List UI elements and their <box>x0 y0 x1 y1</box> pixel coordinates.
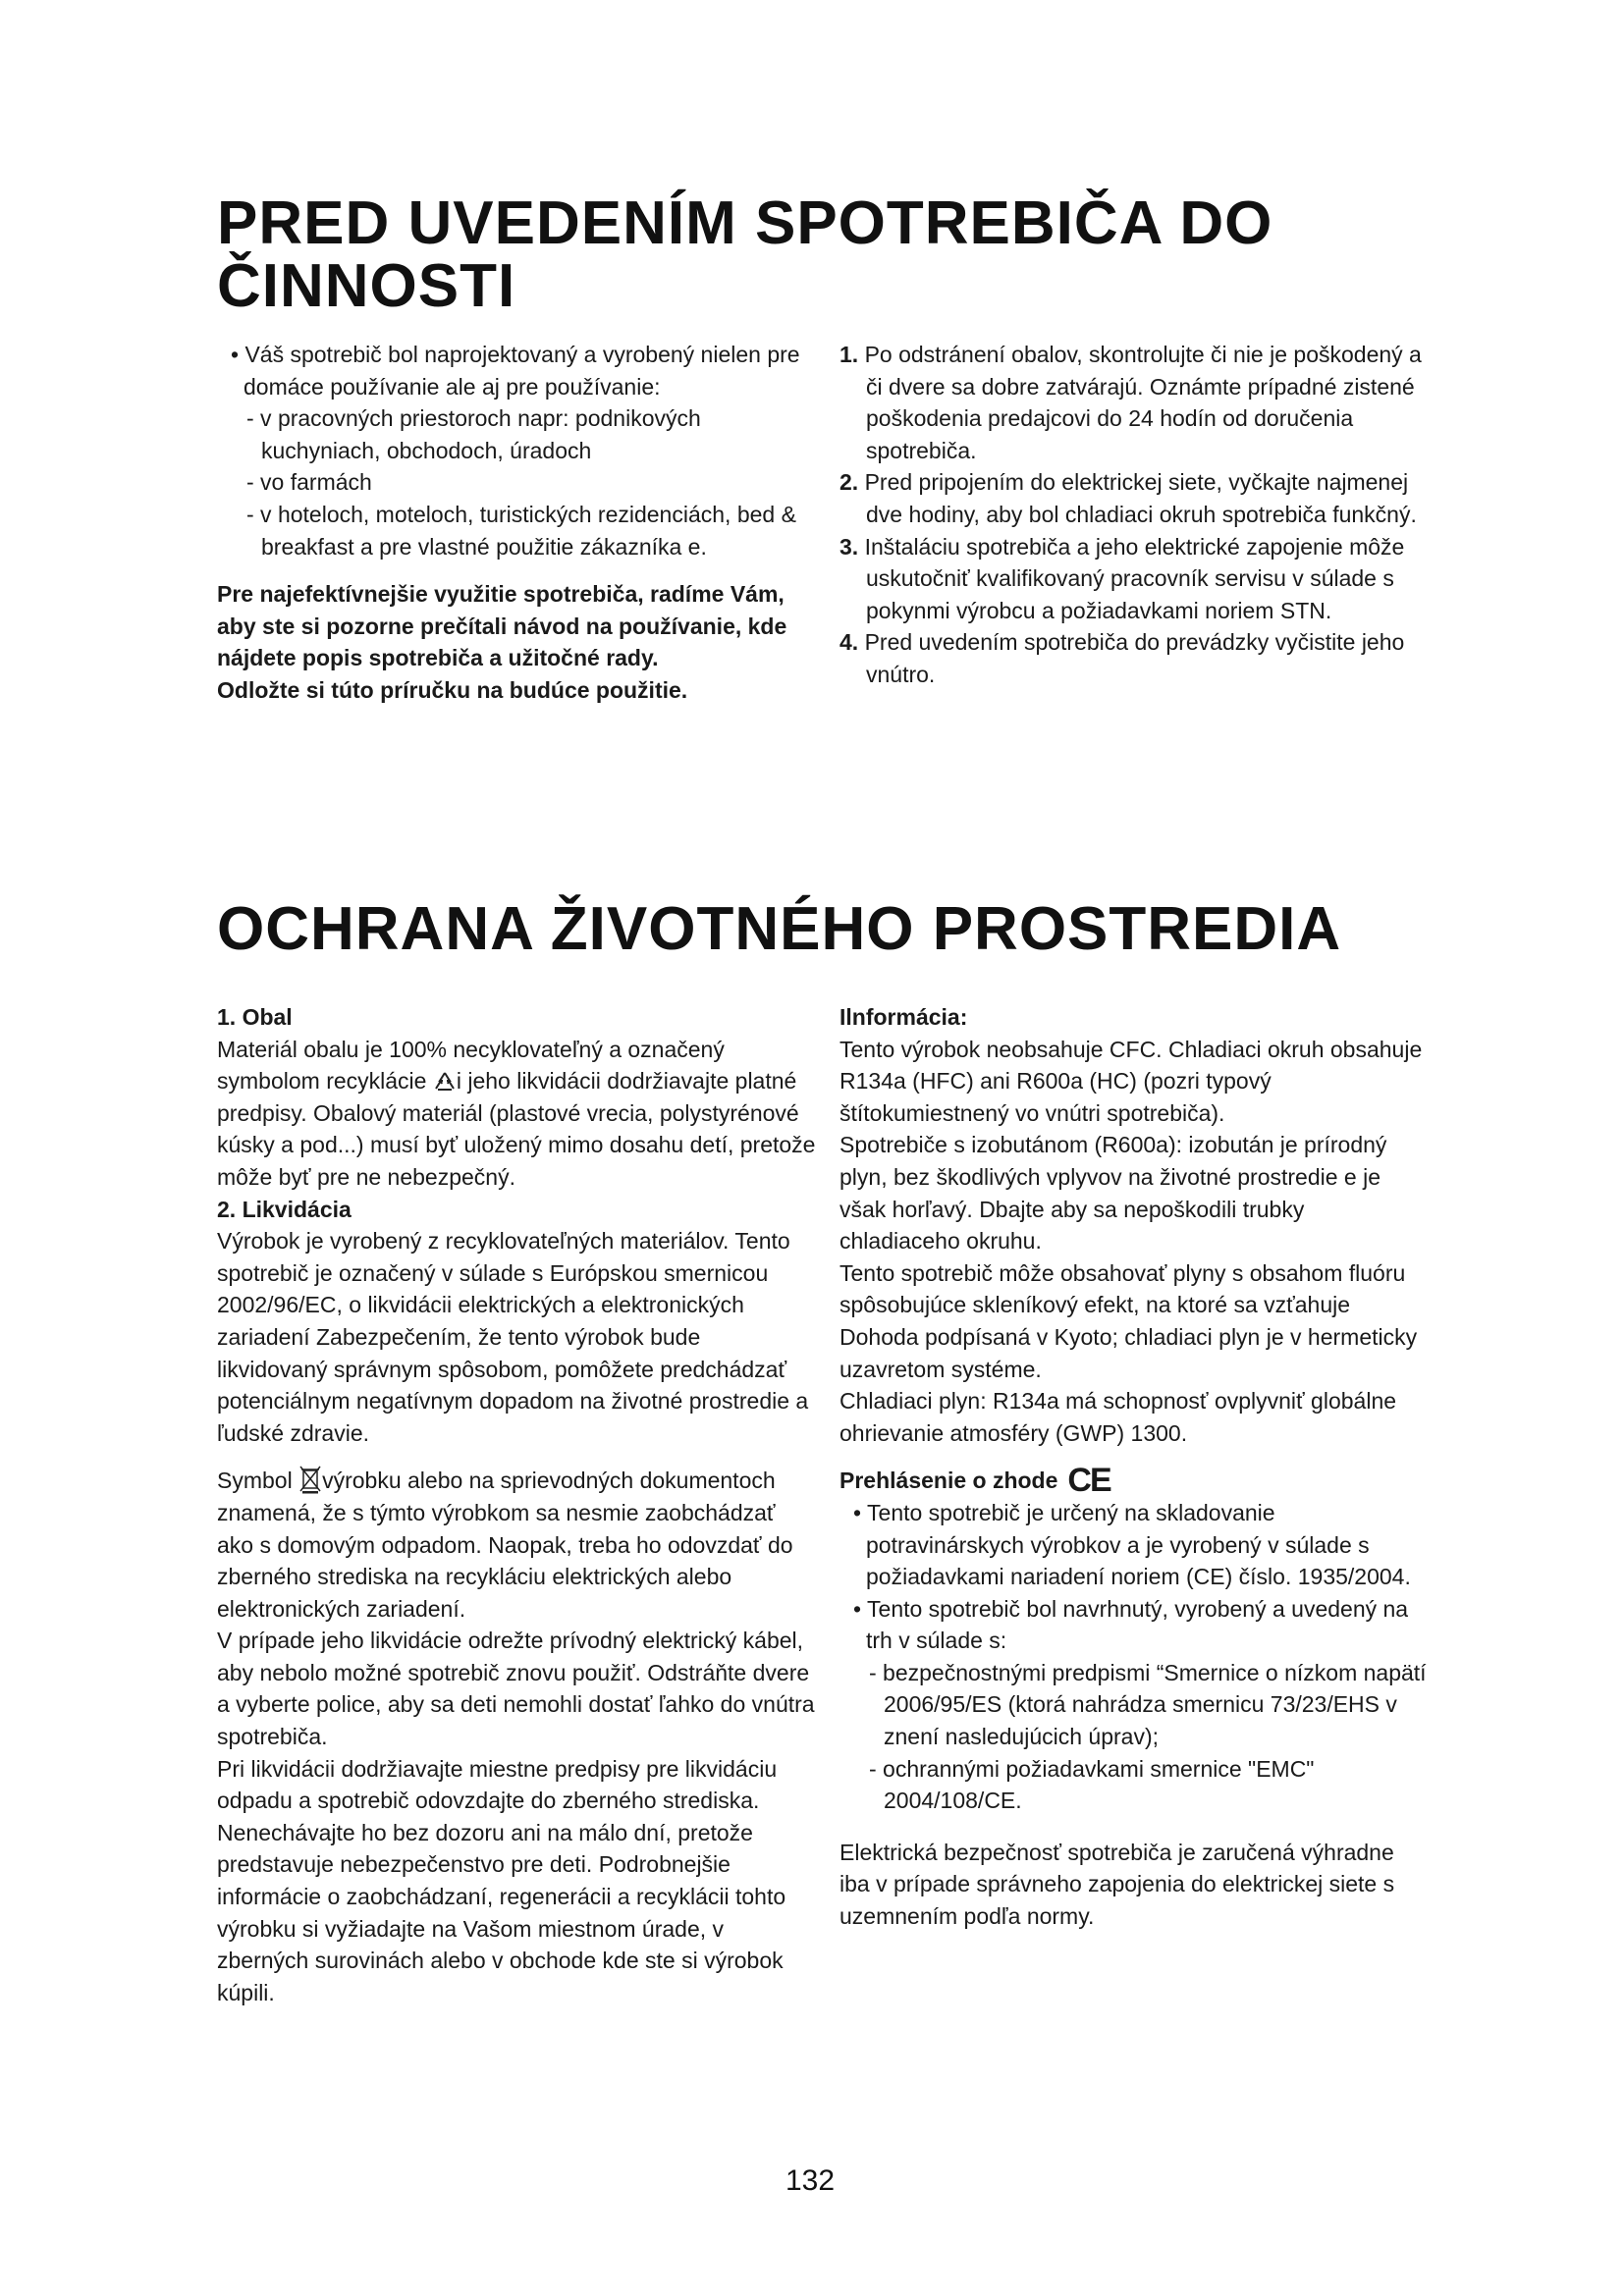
info-heading: Ilnformácia: <box>839 1004 968 1030</box>
section1-title-line1: PRED UVEDENÍM SPOTREBIČA DO <box>217 189 1273 257</box>
recycle-icon <box>433 1069 457 1091</box>
section2-title: OCHRANA ŽIVOTNÉHO PROSTREDIA <box>217 895 1342 963</box>
packaging-heading: 1. Obal <box>217 1004 293 1030</box>
declaration-heading: Prehlásenie o zhode CE <box>839 1462 1110 1500</box>
section1-title-line2: ČINNOSTI <box>217 252 516 320</box>
info-text: Spotrebiče s izobutánom (R600a): izobután je prírodný plyn, bez škodlivých vplyvov na životné prostredie e je však horľavý. Dbajte aby sa nepoškodili trubky chladiaceho okruhu. <box>839 1132 1387 1255</box>
section2-left-column <box>217 1001 816 2008</box>
section1-title <box>217 189 1493 320</box>
usage-item: - v pracovných priestoroch napr: podnikových kuchyniach, obchodoch, úradoch <box>246 405 701 463</box>
local-rules-text: Pri likvidácii dodržiavajte miestne predpisy pre likvidáciu odpadu a spotrebič odovzdajte do zberného strediska. Nenechávajte ho bez dozoru ani na málo dní, pretože predstavuje nebezpečenstvo pre deti. Podrobnejšie informácie o zaobchádzaní, regenerácii a recyklácii tohto výrobku si vyžiadajte na Vašom miestnom úrade, v zberných surovinách alebo v obchode kde ste si výrobok kúpili. <box>217 1755 786 2005</box>
step-item: 3. Inštaláciu spotrebiča a jeho elektrické zapojenie môže uskutočniť kvalifikovaný pracovník servisu v súlade s pokynmi výrobcu a požiadavkami noriem STN. <box>839 533 1405 623</box>
section2-right-column <box>839 1001 1429 1933</box>
info-text: Tento výrobok neobsahuje CFC. Chladiaci okruh obsahuje R134a (HFC) ani R600a (HC) (pozri typový štítokumiestnený vo vnútri spotrebiča). <box>839 1036 1423 1126</box>
keep-manual-text: Odložte si túto príručku na budúce použitie. <box>217 676 688 703</box>
declaration-item: • Tento spotrebič je určený na skladovanie potravinárskych výrobkov a je vyrobený v súlade s požiadavkami nariadení noriem (CE) číslo. 1935/2004. <box>853 1499 1411 1590</box>
cut-cable-text: V prípade jeho likvidácie odrežte prívodný elektrický kábel, aby nebolo možné spotrebič znovu použiť. Odstráňte dvere a vyberte police, aby sa deti nemohli dostať ľahko do vnútra spotrebiča. <box>217 1628 815 1750</box>
step-item: 1. Po odstránení obalov, skontrolujte či nie je poškodený a či dvere sa dobre zatvárajú. Oznámte prípadné zistené poškodenia predajcovi do 24 hodín od doručenia spotrebiča. <box>839 342 1422 463</box>
info-text: Tento spotrebič môže obsahovať plyny s obsahom fluóru spôsobujúce skleníkový efekt, na ktoré sa vzťahuje Dohoda podpísaná v Kyoto; chladiaci plyn je v hermeticky uzavretom systéme. <box>839 1259 1418 1382</box>
info-text: Chladiaci plyn: R134a má schopnosť ovplyvniť globálne <box>839 1388 1397 1415</box>
section1-left-column <box>217 339 816 707</box>
section1-right-column <box>839 339 1429 691</box>
declaration-subitem: - ochrannými požiadavkami smernice "EMC" 2004/108/CE. <box>869 1755 1315 1814</box>
page-number: 132 <box>785 2164 836 2197</box>
step-item: 4. Pred uvedením spotrebiča do prevádzky vyčistite jeho vnútro. <box>839 629 1405 687</box>
step-item: 2. Pred pripojením do elektrickej siete, vyčkajte najmenej dve hodiny, aby bol chladiaci okruh spotrebiča funkčný. <box>839 469 1417 527</box>
crossed-bin-icon <box>298 1465 322 1494</box>
electrical-safety-text: Elektrická bezpečnosť spotrebiča je zaručená výhradne iba v prípade správneho zapojenia do elektrickej siete s uzemnením podľa normy. <box>839 1839 1395 1930</box>
usage-item: - v hoteloch, moteloch, turistických rezidenciách, bed & breakfast a pre vlastné použitie zákazníka e. <box>246 501 796 560</box>
info-text: ohrievanie atmosféry (GWP) 1300. <box>839 1419 1188 1446</box>
ce-mark-icon: CE <box>1067 1462 1110 1500</box>
intro-bullet: • Váš spotrebič bol naprojektovaný a vyrobený nielen pre domáce používanie ale aj pre používanie: <box>231 342 800 400</box>
disposal-heading: 2. Likvidácia <box>217 1196 352 1222</box>
declaration-subitem: - bezpečnostnými predpismi “Smernice o nízkom napätí 2006/95/ES (ktorá nahrádza smernicu 73/23/EHS v znení nasledujúcich úprav); <box>869 1659 1427 1750</box>
packaging-text: Materiál obalu je 100% necyklovateľný a označený symbolom recyklácie i jeho likvidácii dodržiavajte platné predpisy. Obalový materiál (plastové vrecia, polystyrénové kúsky a pod...) musí byť uložený mimo dosahu detí, pretože môže byť pre ne nebezpečný. <box>217 1036 816 1190</box>
usage-item: - vo farmách <box>246 469 372 496</box>
declaration-item: • Tento spotrebič bol navrhnutý, vyrobený a uvedený na trh v súlade s: <box>853 1595 1409 1654</box>
advice-text: Pre najefektívnejšie využitie spotrebiča, radíme Vám, aby ste si pozorne prečítali návod na používanie, kde nájdete popis spotrebiča a užitočné rady. <box>217 581 787 671</box>
disposal-text: Výrobok je vyrobený z recyklovateľných materiálov. Tento spotrebič je označený v súlade s Európskou smernicou 2002/96/EC, o likvidácii elektrických a elektronických zariadení Zabezpečením, že tento výrobok bude likvidovaný správnym spôsobom, pomôžete predchádzať potenciálnym negatívnym dopadom na životné prostredie a ľudské zdravie. <box>217 1228 809 1446</box>
symbol-text: Symbol výrobku alebo na sprievodných dokumentoch znamená, že s týmto výrobkom sa nesmie zaobchádzať ako s domovým odpadom. Naopak, treba ho odovzdať do zberného strediska na recykláciu elektrických alebo elektronických zariadení. <box>217 1465 816 1625</box>
